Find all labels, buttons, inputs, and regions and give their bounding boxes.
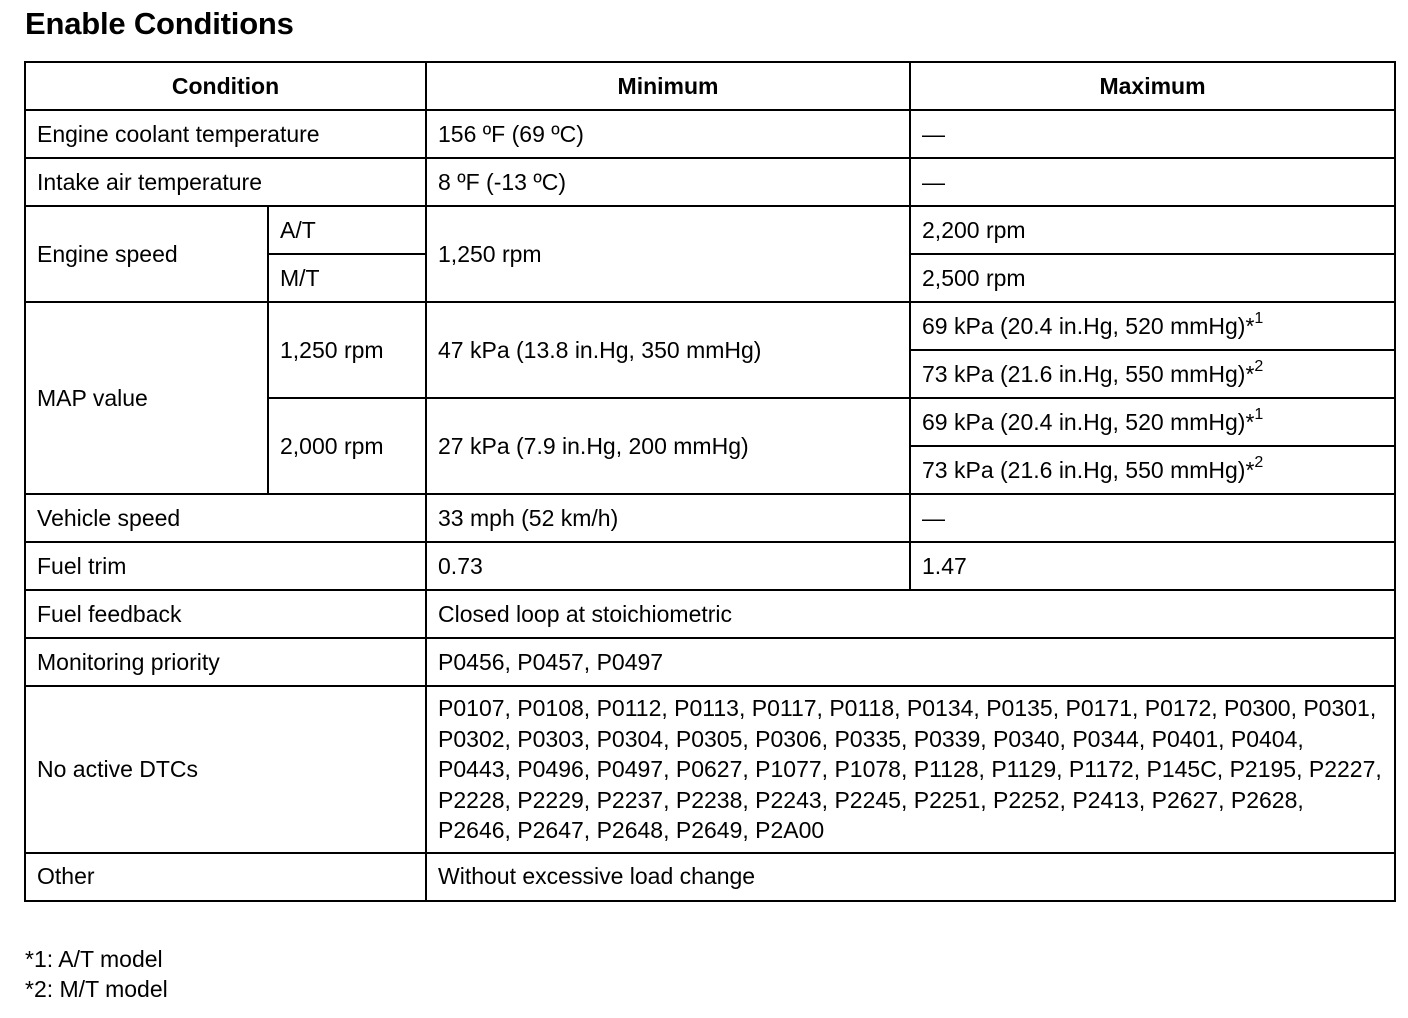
condition-label: Vehicle speed <box>25 494 426 542</box>
maximum-value: 73 kPa (21.6 in.Hg, 550 mmHg)*$^2$ <box>910 446 1395 494</box>
footnote: *2: M/T model <box>25 976 168 1002</box>
minimum-value: 8 ºF (-13 ºC) <box>426 158 910 206</box>
minimum-value: 33 mph (52 km/h) <box>426 494 910 542</box>
footnotes <box>25 944 168 1004</box>
sub-condition-label: 1,250 rpm <box>268 302 426 398</box>
footnote-ref: 1 <box>1254 405 1264 423</box>
header-condition: Condition <box>25 62 426 110</box>
footnote-ref: 1 <box>1254 309 1264 327</box>
maximum-value: 69 kPa (20.4 in.Hg, 520 mmHg)*$^1$ <box>910 302 1395 350</box>
header-maximum: Maximum <box>910 62 1395 110</box>
table-row <box>25 686 1395 853</box>
maximum-value: 73 kPa (21.6 in.Hg, 550 mmHg)*$^2$ <box>910 350 1395 398</box>
table-row <box>25 638 1395 686</box>
condition-label: Intake air temperature <box>25 158 426 206</box>
sub-condition-label: A/T <box>268 206 426 254</box>
header-minimum: Minimum <box>426 62 910 110</box>
condition-label: MAP value <box>25 302 268 494</box>
condition-label: Engine speed <box>25 206 268 302</box>
maximum-value: 2,200 rpm <box>910 206 1395 254</box>
table-row <box>25 853 1395 901</box>
condition-label: Other <box>25 853 426 901</box>
maximum-value: — <box>910 494 1395 542</box>
table-row <box>25 590 1395 638</box>
footnote-ref: 2 <box>1254 357 1264 375</box>
condition-value: Closed loop at stoichiometric <box>426 590 1395 638</box>
sub-condition-label: M/T <box>268 254 426 302</box>
enable-conditions-table <box>24 61 1396 902</box>
maximum-value: — <box>910 158 1395 206</box>
table-row <box>25 206 1395 254</box>
maximum-value: — <box>910 110 1395 158</box>
minimum-value: 47 kPa (13.8 in.Hg, 350 mmHg) <box>426 302 910 398</box>
dtc-list: P0107, P0108, P0112, P0113, P0117, P0118, P0134, P0135, P0171, P0172, P0300, P0301, P0302, P0303, P0304, P0305, P0306, P0335, P0339, P0340, P0344, P0401, P0404, P0443, P0496, P0497, P0627, P1077, P1078, P1128, P1129, P1172, P145C, P2195, P2227, P2228, P2229, P2237, P2238, P2243, P2245, P2251, P2252, P2413, P2627, P2628, P2646, P2647, P2648, P2649, P2A00 <box>426 686 1395 853</box>
footnote: *1: A/T model <box>25 946 163 972</box>
minimum-value: 1,250 rpm <box>426 206 910 302</box>
minimum-value: 156 ºF (69 ºC) <box>426 110 910 158</box>
condition-label: Monitoring priority <box>25 638 426 686</box>
condition-label: Fuel trim <box>25 542 426 590</box>
maximum-value: 69 kPa (20.4 in.Hg, 520 mmHg)*$^1$ <box>910 398 1395 446</box>
table-row <box>25 494 1395 542</box>
header-row <box>25 62 1395 110</box>
footnote-ref: 2 <box>1254 453 1264 471</box>
condition-value: Without excessive load change <box>426 853 1395 901</box>
minimum-value: 0.73 <box>426 542 910 590</box>
condition-label: Fuel feedback <box>25 590 426 638</box>
minimum-value: 27 kPa (7.9 in.Hg, 200 mmHg) <box>426 398 910 494</box>
maximum-value: 1.47 <box>910 542 1395 590</box>
table-row <box>25 302 1395 350</box>
condition-value: P0456, P0457, P0497 <box>426 638 1395 686</box>
table-row <box>25 542 1395 590</box>
condition-label: Engine coolant temperature <box>25 110 426 158</box>
condition-label: No active DTCs <box>25 686 426 853</box>
table-row <box>25 110 1395 158</box>
maximum-value: 2,500 rpm <box>910 254 1395 302</box>
sub-condition-label: 2,000 rpm <box>268 398 426 494</box>
page-title: Enable Conditions <box>25 6 294 41</box>
table-row <box>25 158 1395 206</box>
